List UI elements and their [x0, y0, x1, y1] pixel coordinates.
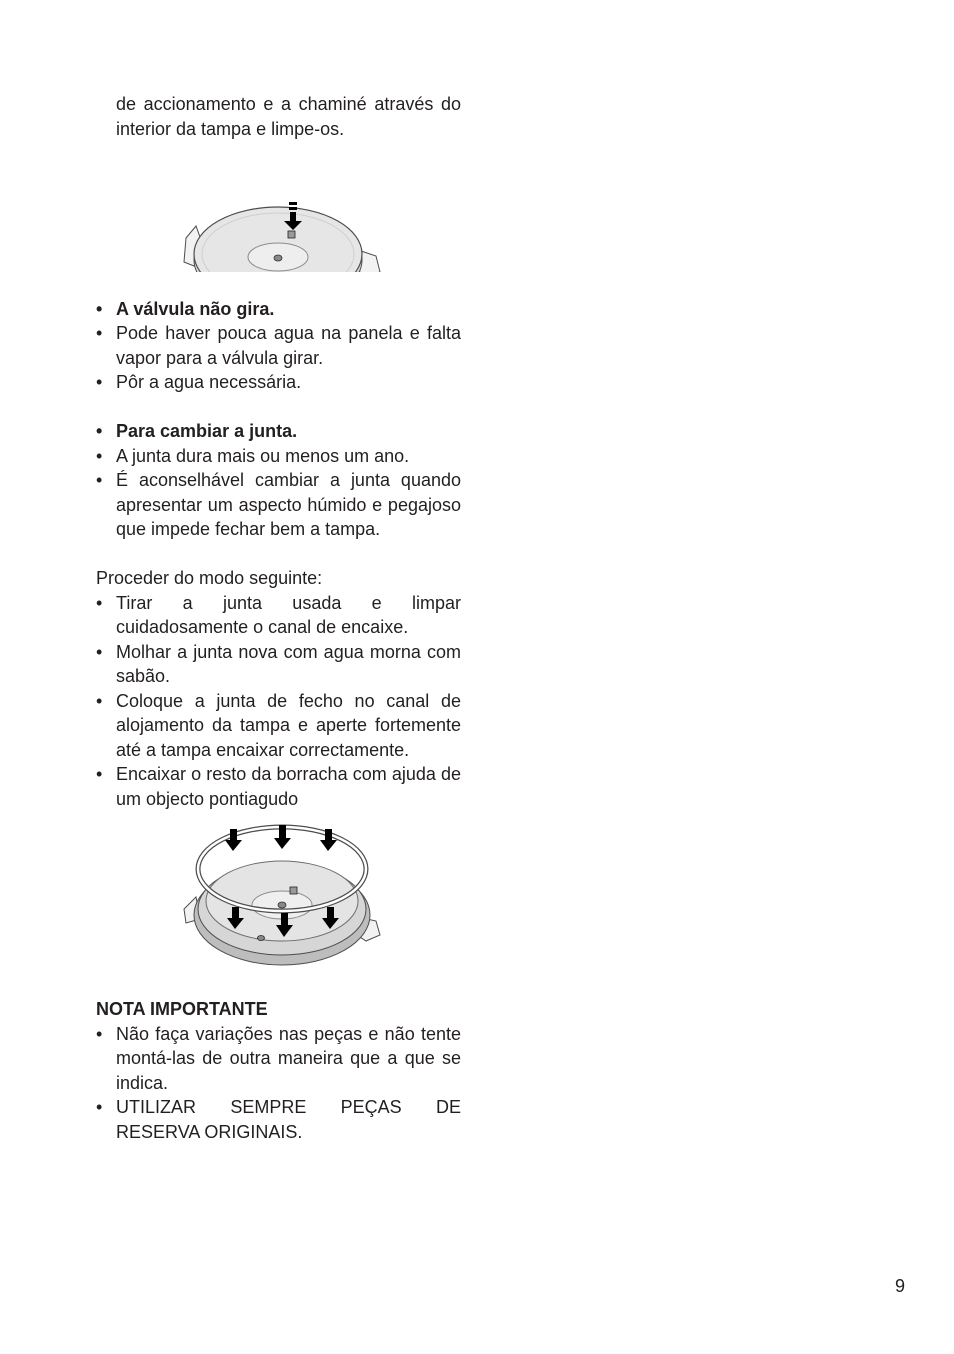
- list-item: • Não faça variações nas peças e não tente montá-las de outra maneira que a que se indica.: [96, 1023, 461, 1093]
- note-heading: NOTA IMPORTANTE: [96, 999, 268, 1019]
- gasket-heading: • Para cambiar a junta.: [96, 421, 298, 441]
- lid-valve-figure: [96, 144, 461, 272]
- list-item: • Pôr a agua necessária.: [96, 372, 302, 392]
- page-number: 9: [894, 1276, 905, 1296]
- list-item: • Encaixar o resto da borracha com ajuda de um objecto pontiagudo: [96, 764, 461, 809]
- procedure-intro: Proceder do modo seguinte:: [96, 568, 323, 588]
- list-item: • A junta dura mais ou menos um ano.: [96, 445, 410, 466]
- intro-paragraph: de accionamento e a chaminé através do interior da tampa e limpe-os.: [116, 94, 461, 139]
- valve-heading: • A válvula não gira.: [96, 298, 275, 319]
- gasket-fitting-figure: [96, 815, 461, 975]
- list-item: • Tirar a junta usada e limpar cuidadosamente o canal de encaixe.: [96, 592, 461, 637]
- list-item: • UTILIZAR SEMPRE PEÇAS DE RESERVA ORIGINAIS.: [96, 1097, 461, 1142]
- list-item: • Coloque a junta de fecho no canal de alojamento da tampa e aperte fortemente até a tampa encaixar correctamente.: [96, 690, 461, 760]
- list-item: • Pode haver pouca agua na panela e falta vapor para a válvula girar.: [96, 323, 461, 368]
- valve-icon: [288, 231, 295, 238]
- list-item: • É aconselhável cambiar a junta quando apresentar um aspecto húmido e pegajoso que impede fechar bem a tampa.: [96, 470, 461, 539]
- lid-knob: [274, 255, 282, 261]
- list-item: • Molhar a junta nova com agua morna com sabão.: [96, 641, 461, 686]
- text-column: [96, 92, 461, 1144]
